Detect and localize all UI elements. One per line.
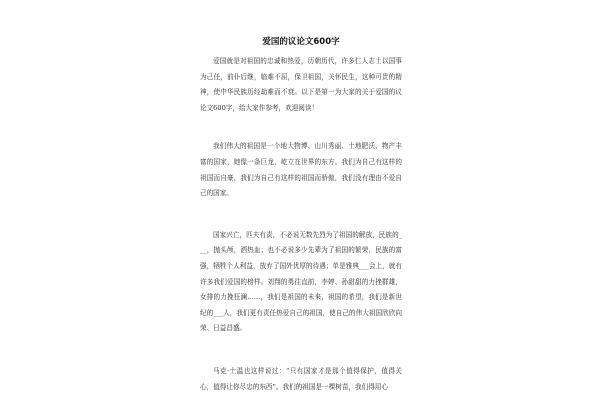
paragraph-motherland: 我们伟大的祖国是一个地大物博、山川秀丽、土地肥沃、物产丰富的国家，她像一条巨龙，屹立在世界的东方。我们为自己有这样的祖国而自豪，我们为自己有这样的祖国而骄傲，我们没有理由不爱自己的国家。	[200, 142, 402, 198]
paragraph-quote: 马克·土温也这样说过：“只有国家才是那个值得保护，值得关心，值得让你尽忠的东西”。我们的祖国是一棵树苗，我们得用心	[200, 366, 402, 391]
document-title: 爱国的议论文600字	[262, 37, 340, 47]
paragraph-spacer	[200, 202, 402, 228]
document-body	[200, 36, 402, 395]
paragraph-spacer	[200, 116, 402, 139]
paragraph-spacer	[200, 337, 402, 364]
paragraph-intro: 爱国就是对祖国的忠诚和热爱，历朝历代，许多仁人志士以国事为己任，前仆后继，临难不屈，保卫祖国，关怀民生，这种可贵的精神，使中华民族历经劫难而不衰。以下是第一为大家的关于爱国的议论文600字，给大家作参考，欢迎阅读！	[200, 57, 402, 112]
paragraph-responsibility: 国家兴亡，匹夫有责，不必说无数先烈为了祖国的解放，民族的___，抛头颅，洒热血；也不必说多少先辈为了祖国的繁荣，民族的富强，牺牲个人利益，放弃了国外优厚的待遇；单是雅典___会上，就有许多我们爱国的榜样。刘翔的勇往直前，李婷、孙甜甜的力挫群雄，女排的力挽狂澜……，我们是祖国的未来，祖国的希望，我们是新世纪的___人，我们更有责任热爱自己的祖国，使自己的伟大祖国欣欣向荣、日益昌盛。	[200, 230, 402, 333]
